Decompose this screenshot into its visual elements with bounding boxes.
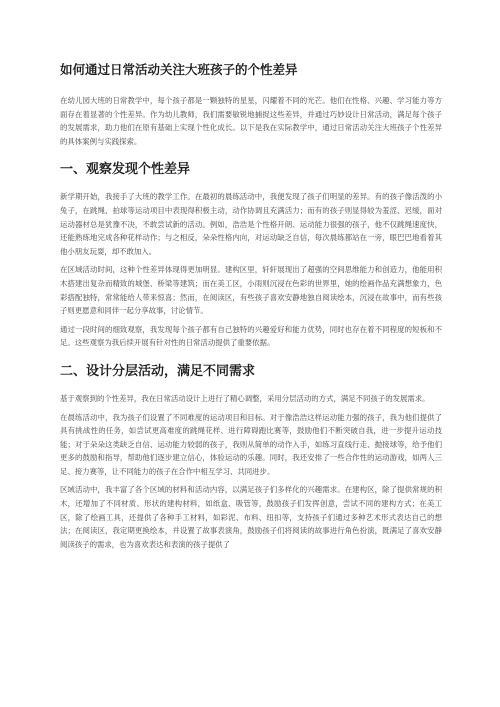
section-1-paragraph-3: 通过一段时间的细致观察，我发现每个孩子都有自己独特的兴趣爱好和能力优势，同时也存在着不同程度的短板和不足。这些观察为我后续开展有针对性的日常活动提供了重要依据。 xyxy=(60,324,442,348)
section-1-paragraph-1: 新学期开始，我接手了大班的教学工作。在最初的晨练活动中，我便发现了孩子们明显的差异。有的孩子像活泼的小兔子，在跳绳、拍球等运动项目中表现得积极主动，动作协调且充满活力；而有的孩子则显得较为羞涩、迟缓，面对运动器材总是犹豫不决，不敢尝试新的活动。例如，浩浩是个性格开朗、运动能力很强的孩子，他不仅跳绳速度快，还能熟练地完成各种花样动作；与之相反，朵朵性格内向，对运动缺乏自信，每次晨练都站在一旁，眼巴巴地看着其他小朋友玩耍，却不敢加入。 xyxy=(60,192,442,256)
document-title: 如何通过日常活动关注大班孩子的个性差异 xyxy=(60,62,298,77)
section-2-paragraph-2: 在晨练活动中，我为孩子们设置了不同难度的运动项目和目标。对于像浩浩这样运动能力强的孩子，我为他们提供了具有挑战性的任务，如尝试更高难度的跳绳花样、进行障碍跑比赛等，鼓励他们不断突破自我，进一步提升运动技能；对于朵朵这类缺乏自信、运动能力较弱的孩子，我则从简单的动作入手，如练习直线行走、抛接球等，给予他们更多的鼓励和指导，帮助他们逐步建立信心，体验运动的乐趣。同时，我还安排了一些合作性的运动游戏，如两人三足、接力赛等，让不同能力的孩子在合作中相互学习、共同进步。 xyxy=(60,412,442,476)
section-2-paragraph-1: 基于观察到的个性差异，我在日常活动设计上进行了精心调整，采用分层活动的方式，满足不同孩子的发展需求。 xyxy=(60,393,430,403)
section-heading-1: 一、观察发现个性差异 xyxy=(60,162,191,178)
section-2-paragraph-3: 区域活动中，我丰富了各个区域的材料和活动内容，以满足孩子们多样化的兴趣需求。在建构区，除了提供常规的积木，还增加了不同材质、形状的建构材料，如纸盒、吸管等，鼓励孩子们发挥创意，尝试不同的建构方式；在美工区，除了绘画工具，还提供了各种手工材料，如彩泥、布料、纽扣等，支持孩子们通过多种艺术形式表达自己的想法；在阅读区，我定期更换绘本，并设置了故事表演角，鼓励孩子们将阅读的故事进行角色扮演，既满足了喜欢安静阅读孩子的需求，也为喜欢表达和表演的孩子提供了 xyxy=(60,485,442,549)
section-heading-2: 二、设计分层活动，满足不同需求 xyxy=(60,363,256,379)
intro-paragraph: 在幼儿园大班的日常教学中，每个孩子都是一颗独特的星星，闪耀着不同的光芒。他们在性格、兴趣、学习能力等方面存在着显著的个性差异。作为幼儿教师，我们需要敏锐地捕捉这些差异，并通过巧妙设计日常活动，满足每个孩子的发展需求，助力他们在原有基础上实现个性化成长。以下是我在实际教学中，通过日常活动关注大班孩子个性差异的具体案例与实践探索。 xyxy=(60,96,442,146)
document-page xyxy=(60,62,442,556)
section-1-paragraph-2: 在区域活动时间，这种个性差异体现得更加明显。建构区里，轩轩展现出了超强的空间思维能力和创造力，他能用积木搭建出复杂而精致的城堡、桥梁等建筑；而在美工区，小雨则沉浸在色彩的世界里，她的绘画作品充满想象力，色彩搭配独特，常常能给人带来惊喜；然而，在阅读区，有些孩子喜欢安静地独自阅读绘本，沉浸在故事中，而有些孩子则更愿意和同伴一起分享故事，讨论情节。 xyxy=(60,265,442,316)
